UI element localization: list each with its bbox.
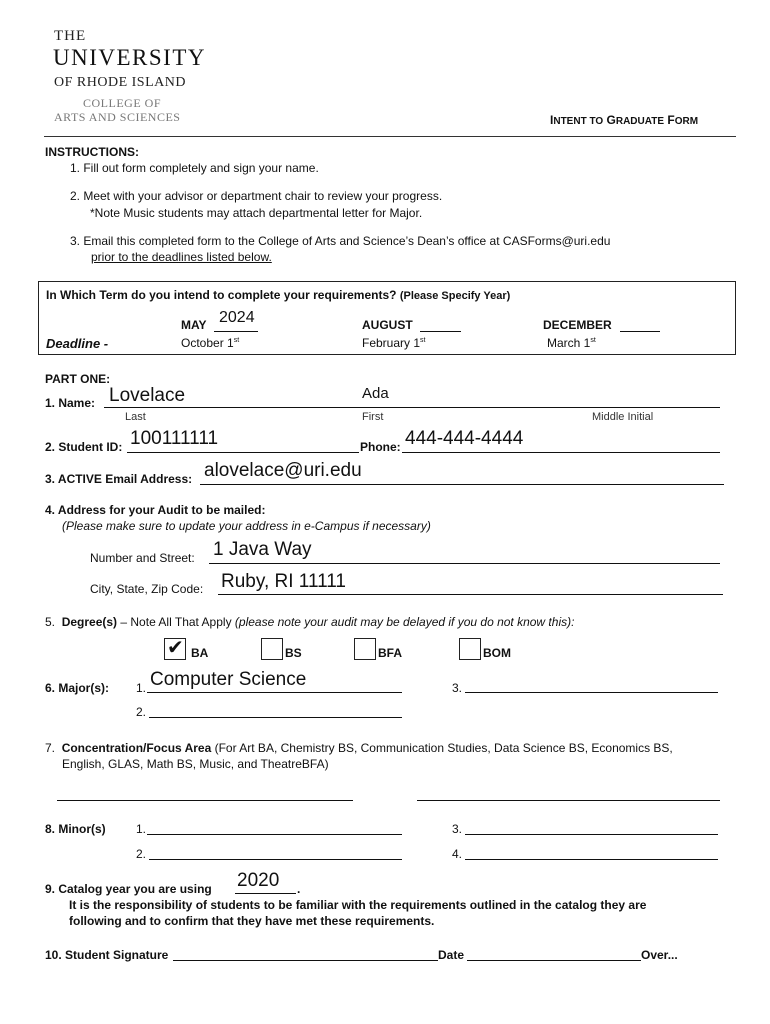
major3-num: 3. — [452, 681, 463, 695]
instructions-heading: INSTRUCTIONS: — [45, 145, 139, 159]
first-caption: First — [362, 411, 384, 423]
bs-checkbox[interactable] — [261, 638, 283, 660]
email-line[interactable] — [200, 484, 724, 485]
logo-rhode-island: OF RHODE ISLAND — [54, 75, 186, 90]
minor3-line[interactable] — [465, 834, 718, 835]
first-name-value[interactable]: Ada — [362, 385, 389, 402]
concentration-line-1[interactable] — [57, 800, 353, 801]
instruction-3-cont: prior to the deadlines listed below. — [91, 250, 272, 264]
catalog-year-value[interactable]: 2020 — [237, 870, 280, 891]
catalog-label: 9. Catalog year you are using — [45, 882, 212, 896]
phone-label: Phone: — [360, 440, 401, 454]
phone-line[interactable] — [402, 452, 720, 453]
bom-label: BOM — [483, 646, 511, 660]
instruction-2-note: *Note Music students may attach departmental letter for Major. — [90, 206, 423, 220]
minor4-line[interactable] — [465, 859, 718, 860]
name-line[interactable] — [104, 407, 720, 408]
street-label: Number and Street: — [90, 551, 195, 565]
street-line[interactable] — [209, 563, 720, 564]
last-name-value[interactable]: Lovelace — [109, 385, 186, 406]
major1-value[interactable]: Computer Science — [150, 669, 307, 690]
minor2-num: 2. — [136, 847, 147, 861]
minor1-num: 1. — [136, 822, 147, 836]
city-value[interactable]: Ruby, RI 11111 — [221, 571, 346, 592]
bfa-checkbox[interactable] — [354, 638, 376, 660]
form-title: INTENT TO GRADUATE FORM — [550, 113, 699, 127]
major1-num: 1. — [136, 681, 147, 695]
august-line[interactable] — [420, 331, 461, 332]
address-note: (Please make sure to update your address in e-Campus if necessary) — [62, 519, 431, 533]
may-year-value[interactable]: 2024 — [219, 309, 255, 326]
logo-the: THE — [54, 28, 87, 44]
minors-label: 8. Minor(s) — [45, 822, 106, 836]
concentration-text: 7. Concentration/Focus Area (For Art BA, Chemistry BS, Communication Studies, Data Science BS, Economics BS, — [45, 741, 673, 755]
instruction-1: 1. Fill out form completely and sign your name. — [70, 161, 319, 175]
student-id-line[interactable] — [127, 452, 359, 453]
phone-value[interactable]: 444-444-4444 — [405, 428, 524, 449]
major1-line[interactable] — [147, 692, 402, 693]
last-caption: Last — [125, 411, 146, 423]
part-one-heading: PART ONE: — [45, 372, 111, 386]
middle-initial-caption: Middle Initial — [592, 411, 654, 423]
ba-label: BA — [191, 646, 209, 660]
august-deadline: February 1st — [362, 336, 426, 350]
bfa-label: BFA — [378, 646, 402, 660]
degree-line-text: 5. Degree(s) – Note All That Apply (please note your audit may be delayed if you do not know this): — [45, 615, 575, 629]
logo-arts-sciences: ARTS AND SCIENCES — [54, 110, 181, 124]
concentration-note-2: English, GLAS, Math BS, Music, and TheatreBFA) — [62, 757, 329, 771]
email-value[interactable]: alovelace@uri.edu — [204, 460, 362, 481]
name-label: 1. Name: — [45, 396, 96, 410]
concentration-line-2[interactable] — [417, 800, 720, 801]
header-rule — [44, 136, 736, 137]
student-id-label: 2. Student ID: — [45, 440, 123, 454]
catalog-line[interactable] — [235, 893, 296, 894]
street-value[interactable]: 1 Java Way — [213, 539, 312, 560]
instruction-2: 2. Meet with your advisor or department chair to review your progress. — [70, 189, 443, 203]
instruction-3: 3. Email this completed form to the College of Arts and Science’s Dean’s office at CASForms@uri.edu — [70, 234, 611, 248]
date-line[interactable] — [467, 960, 641, 961]
catalog-note-2: following and to confirm that they have met these requirements. — [69, 914, 435, 928]
city-label: City, State, Zip Code: — [90, 582, 204, 596]
bom-checkbox[interactable] — [459, 638, 481, 660]
major3-line[interactable] — [465, 692, 718, 693]
email-label: 3. ACTIVE Email Address: — [45, 472, 193, 486]
may-line[interactable] — [214, 331, 258, 332]
december-deadline: March 1st — [547, 336, 596, 350]
deadline-label: Deadline - — [46, 336, 109, 351]
student-id-value[interactable]: 100111111 — [130, 428, 219, 449]
minor2-line[interactable] — [149, 859, 402, 860]
catalog-period: . — [297, 882, 301, 896]
ba-check-mark: ✔ — [167, 637, 184, 659]
may-label: MAY — [181, 318, 207, 332]
date-label: Date — [438, 948, 465, 962]
logo-college-of: COLLEGE OF — [83, 96, 161, 110]
minor1-line[interactable] — [147, 834, 402, 835]
august-label: AUGUST — [362, 318, 413, 332]
term-question: In Which Term do you intend to complete your requirements? (Please Specify Year) — [46, 288, 511, 302]
signature-label: 10. Student Signature — [45, 948, 169, 962]
address-label: 4. Address for your Audit to be mailed: — [45, 503, 266, 517]
majors-label: 6. Major(s): — [45, 681, 110, 695]
over-label: Over... — [641, 948, 678, 962]
december-label: DECEMBER — [543, 318, 612, 332]
minor3-num: 3. — [452, 822, 463, 836]
major2-num: 2. — [136, 705, 147, 719]
catalog-note-1: It is the responsibility of students to be familiar with the requirements outlined in the catalog they are — [69, 898, 647, 912]
bs-label: BS — [285, 646, 302, 660]
signature-line[interactable] — [173, 960, 438, 961]
major2-line[interactable] — [149, 717, 402, 718]
logo-university: UNIVERSITY — [53, 45, 206, 70]
minor4-num: 4. — [452, 847, 463, 861]
december-line[interactable] — [620, 331, 660, 332]
city-line[interactable] — [218, 594, 723, 595]
may-deadline: October 1st — [181, 336, 240, 350]
